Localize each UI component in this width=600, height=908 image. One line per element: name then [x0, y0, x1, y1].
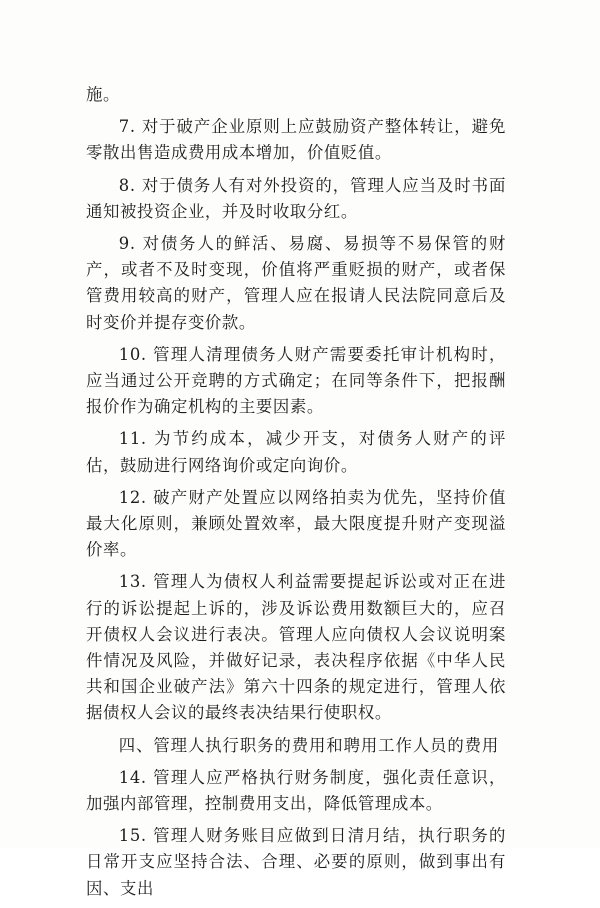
paragraph-8: 8. 对于债务人有对外投资的，管理人应当及时书面通知被投资企业，并及时收取分红。 [86, 175, 506, 221]
paragraph-13: 13. 管理人为债权人利益需要提起诉讼或对正在进行的诉讼提起上诉的，涉及诉讼费用数额巨大的，应召开债权人会议进行表决。管理人应向债权人会议说明案件情况及风险，并做好记录，表决程序依据《中华人民共和国企业破产法》第六十四条的规定进行，管理人依据债权人会议的最终表决结果行使职权。 [86, 572, 506, 723]
paragraph-10: 10. 管理人清理债务人财产需要委托审计机构时，应当通过公开竞聘的方式确定；在同等条件下，把报酬报价作为确定机构的主要因素。 [86, 344, 506, 417]
paragraph-14: 14. 管理人应严格执行财务制度，强化责任意识，加强内部管理，控制费用支出，降低管理成本。 [86, 767, 506, 814]
document-body [86, 82, 506, 908]
paragraph-continuation: 施。 [86, 85, 120, 104]
paragraph-15: 15. 管理人财务账目应做到日清月结，执行职务的日常开支应坚持合法、合理、必要的原则，做到事出有因、支出 [86, 826, 506, 898]
paragraph-7: 7. 对于破产企业原则上应鼓励资产整体转让，避免零散出售造成费用成本增加，价值贬值。 [86, 117, 506, 163]
section-heading-4: 四、管理人执行职务的费用和聘用工作人员的费用 [118, 735, 500, 755]
paragraph-11: 11. 为节约成本，减少开支，对债务人财产的评估，鼓励进行网络询价或定向询价。 [86, 429, 506, 475]
paragraph-12: 12. 破产财产处置应以网络拍卖为优先，坚持价值最大化原则，兼顾处置效率，最大限度提升财产变现溢价率。 [86, 487, 506, 560]
paragraph-9: 9. 对债务人的鲜活、易腐、易损等不易保管的财产，或者不及时变现，价值将严重贬损的财产，或者保管费用较高的财产，管理人应在报请人民法院同意后及时变价并提存变价款。 [86, 234, 506, 332]
